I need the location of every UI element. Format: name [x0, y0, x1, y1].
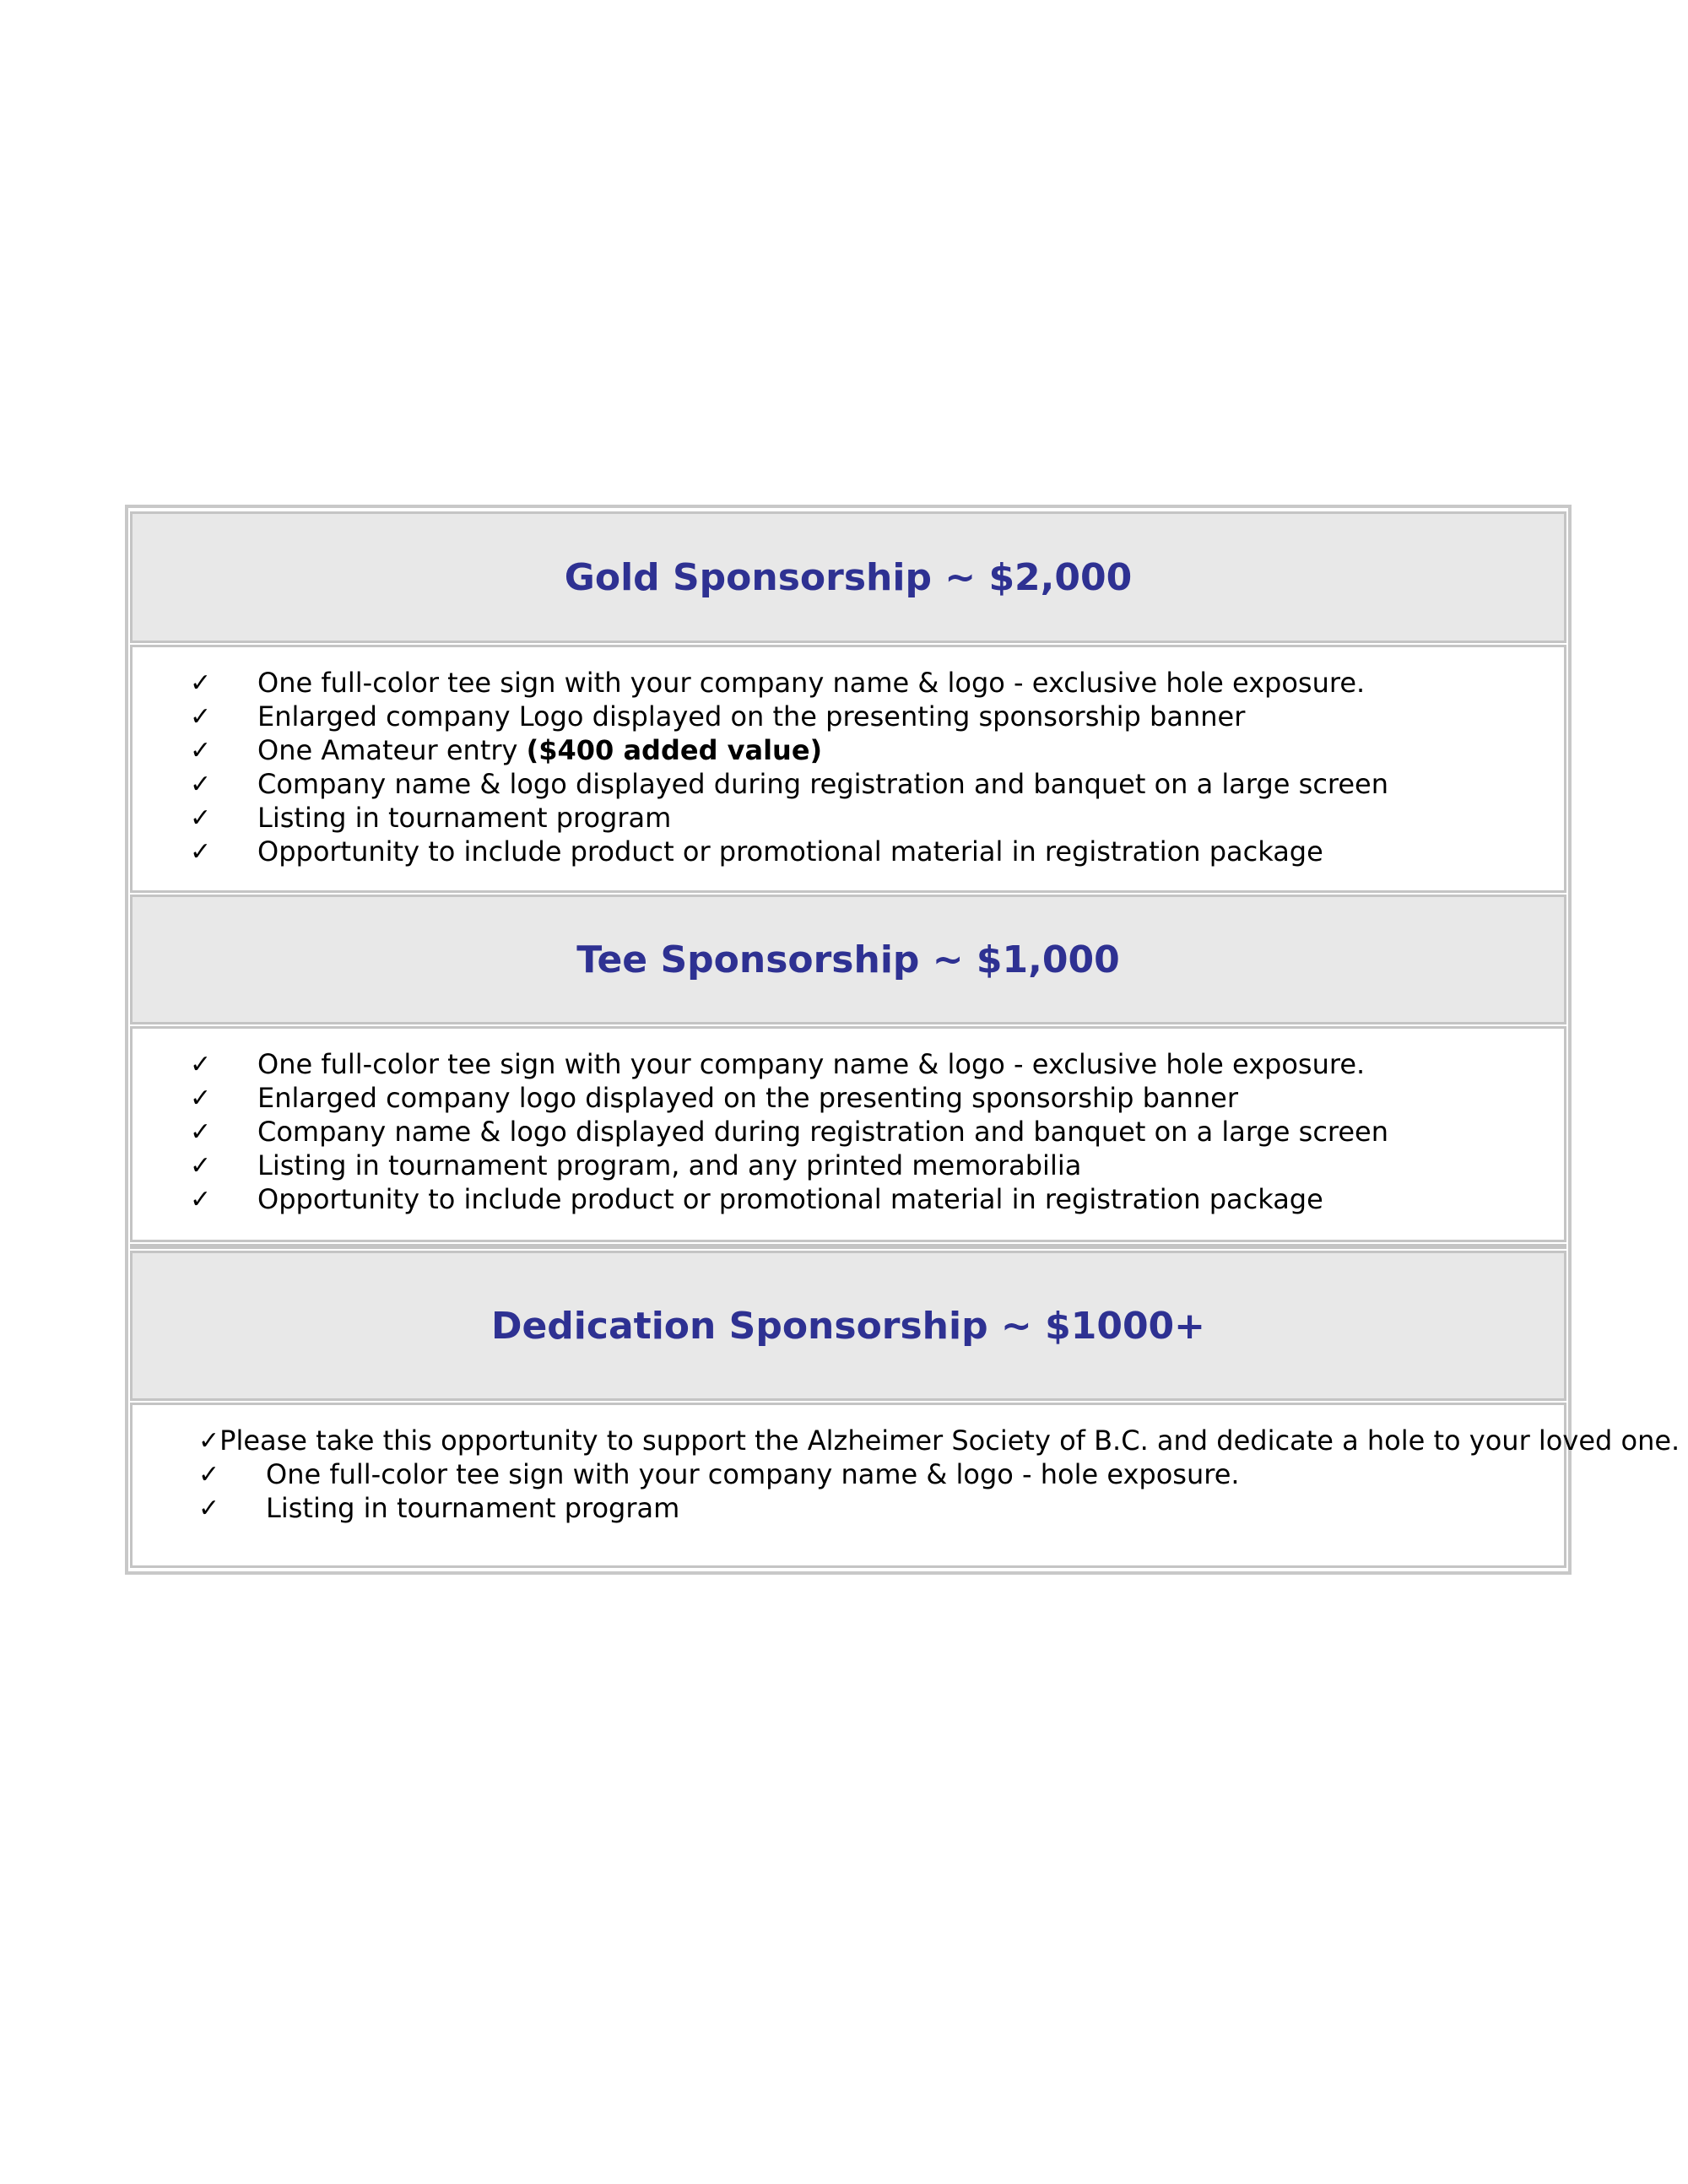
- check-icon: ✓: [190, 701, 212, 732]
- check-icon: ✓: [190, 836, 212, 867]
- list-item: [190, 1047, 1564, 1081]
- benefit-text: One full-color tee sign with your company name & logo - exclusive hole exposure.: [257, 667, 1366, 699]
- dedication-benefit-list: [133, 1424, 1680, 1525]
- list-item: [198, 1491, 1564, 1525]
- section-divider: [130, 1244, 1566, 1249]
- gold-tier-header: [130, 511, 1566, 643]
- list-item: [190, 801, 1564, 835]
- benefit-text: Listing in tournament program: [257, 802, 672, 834]
- list-item: [190, 767, 1564, 801]
- list-item: [198, 1457, 1564, 1491]
- check-icon: ✓: [190, 1116, 212, 1147]
- dedication-tier-title: Dedication Sponsorship ~ $1000+: [490, 1304, 1206, 1348]
- check-icon: ✓: [190, 769, 212, 799]
- benefit-text: [257, 734, 822, 766]
- list-item: [190, 1115, 1564, 1149]
- benefit-text: One full-color tee sign with your company name & logo - exclusive hole exposure.: [257, 1048, 1366, 1080]
- check-icon: ✓: [190, 735, 212, 765]
- tee-benefit-list: [133, 1047, 1564, 1216]
- benefit-text: Opportunity to include product or promotional material in registration package: [257, 835, 1323, 868]
- benefit-text: Listing in tournament program, and any printed memorabilia: [257, 1149, 1082, 1181]
- check-icon: ✓: [190, 1049, 212, 1079]
- check-icon: ✓: [198, 1425, 220, 1456]
- benefit-text: Company name & logo displayed during registration and banquet on a large screen: [257, 768, 1389, 800]
- dedication-tier-benefits: [130, 1403, 1680, 1568]
- check-icon: ✓: [190, 803, 212, 833]
- benefit-text: Company name & logo displayed during registration and banquet on a large screen: [257, 1116, 1389, 1148]
- gold-tier-title: Gold Sponsorship ~ $2,000: [564, 555, 1133, 599]
- check-icon: ✓: [190, 1150, 212, 1181]
- list-item: [190, 835, 1564, 868]
- list-item: [198, 1424, 1680, 1457]
- list-item: [190, 1081, 1564, 1115]
- list-item: [190, 700, 1564, 733]
- sponsorship-table: [125, 505, 1680, 1575]
- check-icon: ✓: [198, 1459, 220, 1489]
- benefit-text: Please take this opportunity to support the Alzheimer Society of B.C. and dedicate a hole to your loved one.: [219, 1424, 1680, 1457]
- tee-tier-title: Tee Sponsorship ~ $1,000: [576, 938, 1120, 981]
- list-item: [190, 733, 1564, 767]
- check-icon: ✓: [190, 1184, 212, 1214]
- benefit-text: Opportunity to include product or promotional material in registration package: [257, 1183, 1323, 1215]
- tee-tier-header: [130, 895, 1566, 1024]
- gold-tier-benefits: [130, 645, 1566, 893]
- gold-benefit-list: [133, 666, 1564, 868]
- check-icon: ✓: [190, 1083, 212, 1113]
- benefit-text: Enlarged company logo displayed on the presenting sponsorship banner: [257, 1082, 1238, 1114]
- list-item: [190, 1149, 1564, 1182]
- check-icon: ✓: [190, 668, 212, 698]
- check-icon: ✓: [198, 1493, 220, 1523]
- dedication-tier-header: [130, 1251, 1566, 1401]
- benefit-text-plain: One Amateur entry: [257, 734, 527, 766]
- benefit-text-bold: ($400 added value): [526, 734, 823, 766]
- list-item: [190, 1182, 1564, 1216]
- benefit-text: Listing in tournament program: [266, 1492, 680, 1524]
- benefit-text: Enlarged company Logo displayed on the presenting sponsorship banner: [257, 700, 1246, 733]
- tee-tier-benefits: [130, 1026, 1566, 1242]
- list-item: [190, 666, 1564, 700]
- benefit-text: One full-color tee sign with your company name & logo - hole exposure.: [266, 1458, 1240, 1490]
